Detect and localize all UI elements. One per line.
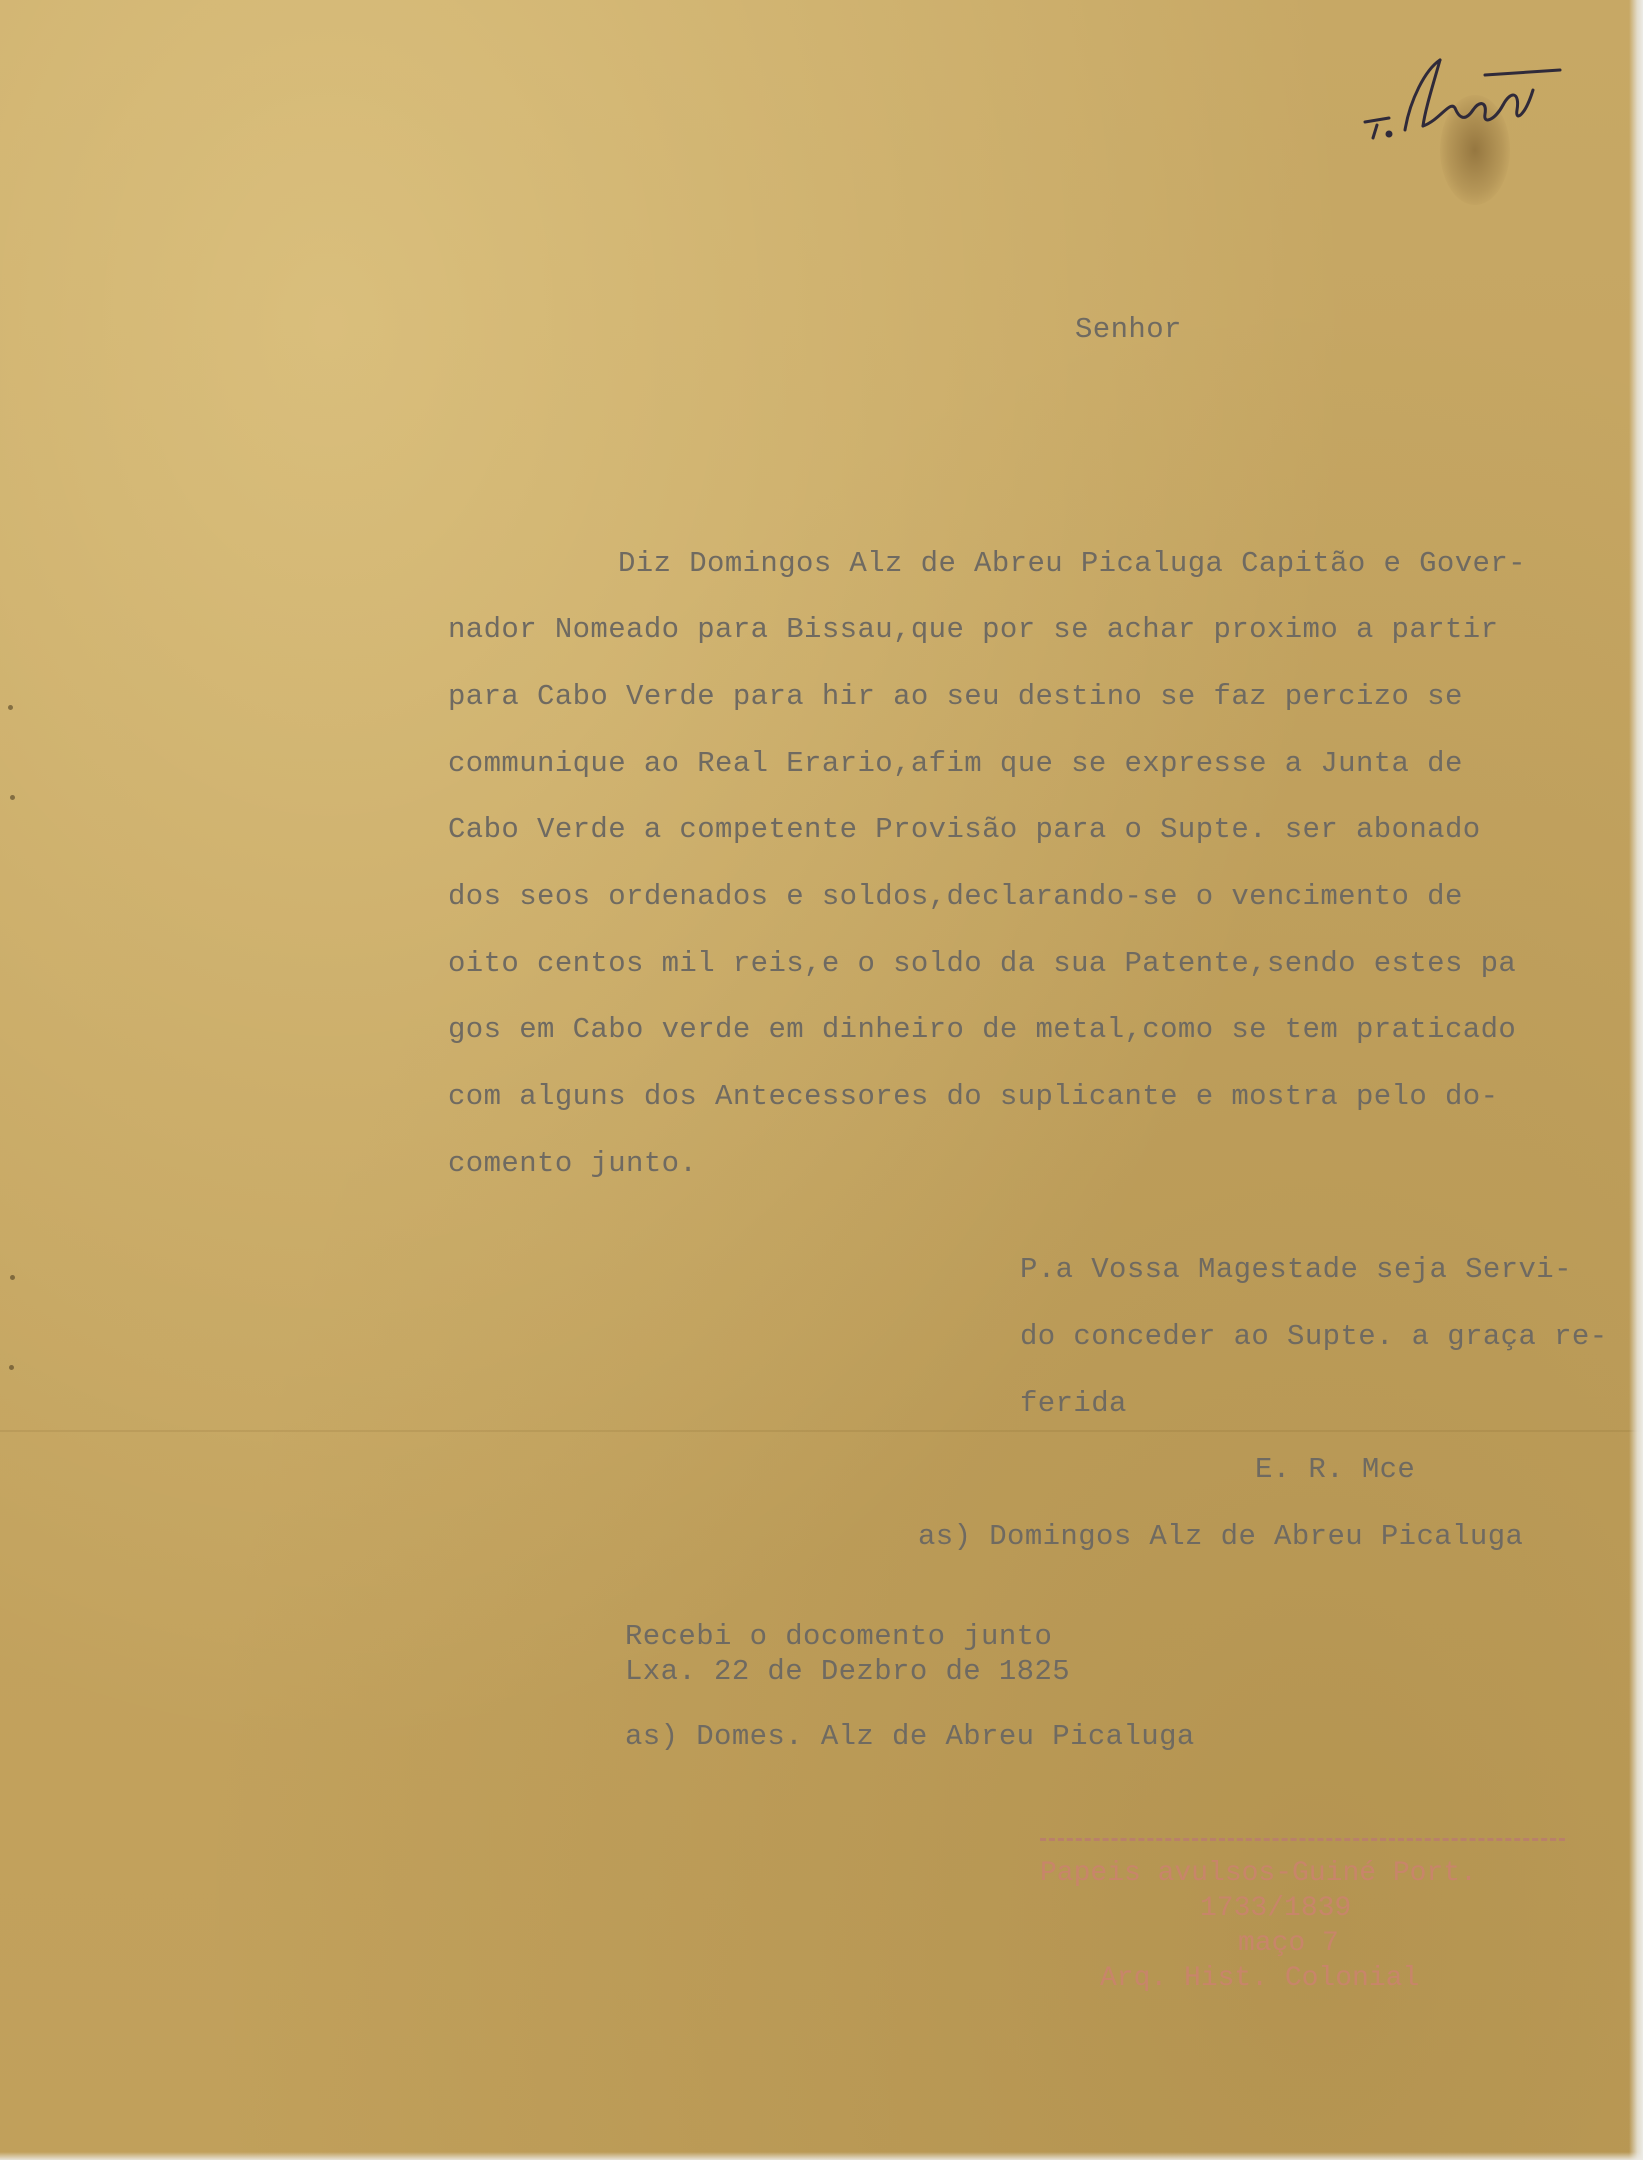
body-line: dos seos ordenados e soldos,declarando-se o vencimento de	[448, 880, 1463, 913]
punch-mark	[10, 1275, 15, 1280]
closing-line: ferida	[1020, 1387, 1127, 1420]
handwritten-corner-note	[1355, 30, 1565, 150]
punch-mark	[8, 705, 13, 710]
stamp-divider	[1040, 1838, 1565, 1841]
page-edge-bottom	[0, 2152, 1643, 2160]
archive-stamp-line: 1733/1839	[1200, 1893, 1352, 1924]
archive-stamp-line: maço 7	[1238, 1928, 1339, 1959]
page-edge-right	[1629, 0, 1643, 2160]
body-line: Cabo Verde a competente Provisão para o Supte. ser abonado	[448, 813, 1481, 846]
archive-stamp-line: Arq. Hist. Colonial	[1100, 1963, 1420, 1994]
receipt-line: Recebi o docomento junto	[625, 1620, 1053, 1653]
paper-fold	[0, 1430, 1643, 1432]
receipt-signature: as) Domes. Alz de Abreu Picaluga	[625, 1720, 1195, 1753]
archive-stamp-line: Papeis avulsos-Guiné Port.	[1040, 1858, 1477, 1889]
body-line: nador Nomeado para Bissau,que por se achar proximo a partir	[448, 613, 1499, 646]
signature-line: as) Domingos Alz de Abreu Picaluga	[918, 1520, 1524, 1553]
body-line: oito centos mil reis,e o soldo da sua Patente,sendo estes pa	[448, 947, 1517, 980]
body-line: communique ao Real Erario,afim que se expresse a Junta de	[448, 747, 1463, 780]
closing-line: P.a Vossa Magestade seja Servi-	[1020, 1253, 1572, 1286]
closing-line: do conceder ao Supte. a graça re-	[1020, 1320, 1608, 1353]
body-line: comento junto.	[448, 1147, 698, 1180]
salutation: Senhor	[1075, 313, 1182, 346]
body-line: para Cabo Verde para hir ao seu destino se faz percizo se	[448, 680, 1463, 713]
body-line: Diz Domingos Alz de Abreu Picaluga Capitão e Gover-	[618, 547, 1526, 580]
receipt-date: Lxa. 22 de Dezbro de 1825	[625, 1655, 1071, 1688]
punch-mark	[9, 1365, 14, 1370]
punch-mark	[10, 795, 15, 800]
body-line: com alguns dos Antecessores do suplicante e mostra pelo do-	[448, 1080, 1499, 1113]
body-line: gos em Cabo verde em dinheiro de metal,como se tem praticado	[448, 1013, 1517, 1046]
erm-abbreviation: E. R. Mce	[1255, 1453, 1416, 1486]
